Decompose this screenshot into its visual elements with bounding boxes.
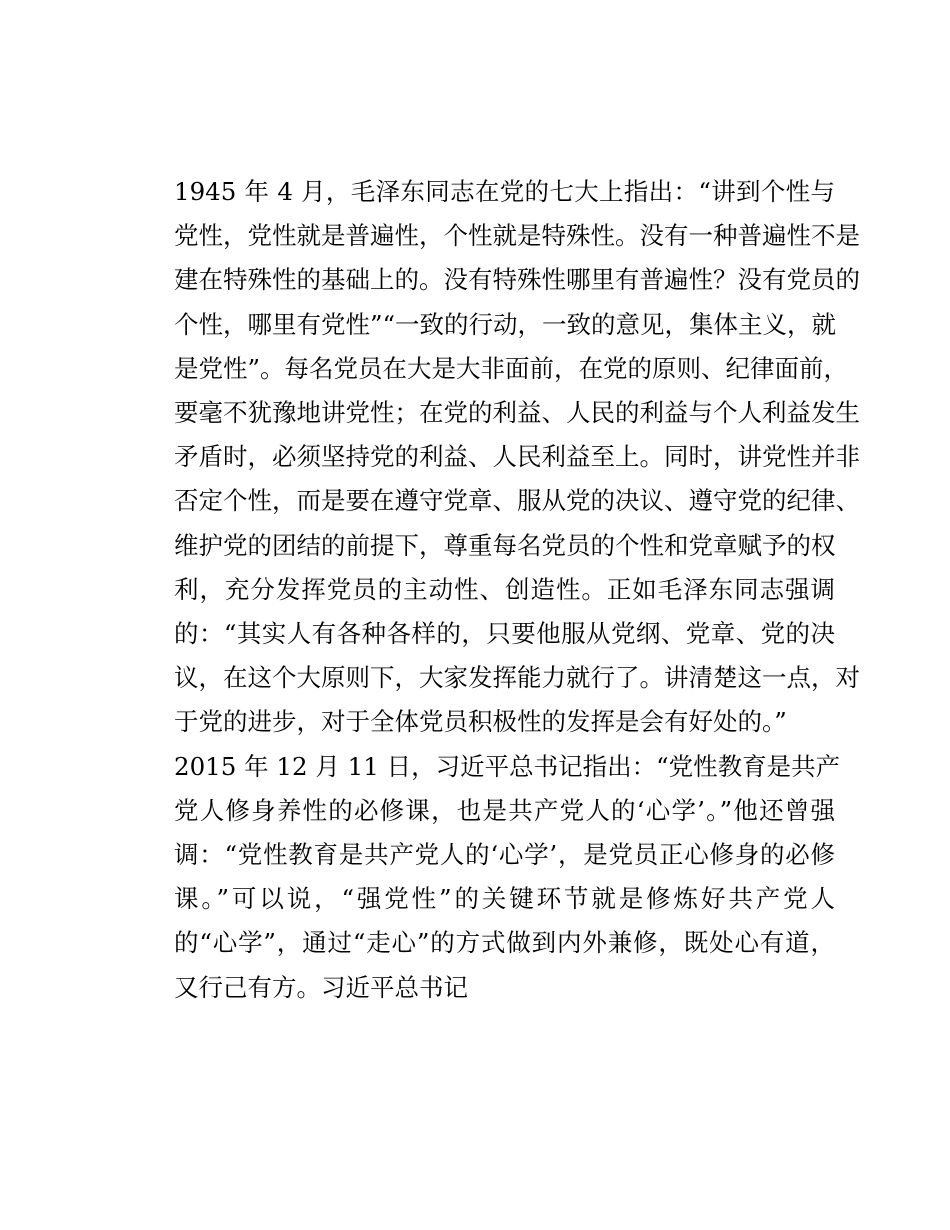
text-line: 个性，哪里有党性”“一致的行动，一致的意见，集体主义，就 xyxy=(174,309,837,339)
text-line: 调：“党性教育是共产党人的‘心学’，是党员正心修身的必修 xyxy=(174,840,835,870)
text-line: 维护党的团结的前提下，尊重每名党员的个性和党章赋予的权 xyxy=(174,530,836,560)
text-line: 议，在这个大原则下，大家发挥能力就行了。讲清楚这一点，对 xyxy=(174,663,860,693)
text-line: 的：“其实人有各种各样的，只要他服从党纲、党章、党的决 xyxy=(174,619,835,649)
text-line: 于党的进步，对于全体党员积极性的发挥是会有好处的。” xyxy=(174,707,787,737)
document-body xyxy=(125,170,860,1010)
text-line: 建在特殊性的基础上的。没有特殊性哪里有普遍性？没有党员的 xyxy=(174,265,860,295)
paragraph-1 xyxy=(125,170,860,745)
text-line: 课。”可以说，“强党性”的关键环节就是修炼好共产党人 xyxy=(174,884,835,914)
paragraph-2 xyxy=(125,745,841,1010)
text-line: 又行己有方。习近平总书记 xyxy=(174,972,468,1002)
text-line: 是党性”。每名党员在大是大非面前，在党的原则、纪律面前， xyxy=(174,353,849,383)
text-line: 否定个性，而是要在遵守党章、服从党的决议、遵守党的纪律、 xyxy=(174,486,860,516)
text-line: 要毫不犹豫地讲党性；在党的利益、人民的利益与个人利益发生 xyxy=(174,398,860,428)
text-line: 利，充分发挥党员的主动性、创造性。正如毛泽东同志强调 xyxy=(174,574,835,604)
text-line: 2015 年 12 月 11 日，习近平总书记指出：“党性教育是共产 xyxy=(174,751,841,781)
text-line: 的“心学”，通过“走心”的方式做到内外兼修，既处心有道， xyxy=(174,928,835,958)
text-line: 1945 年 4 月，毛泽东同志在党的七大上指出：“讲到个性与 xyxy=(174,177,835,206)
text-line: 党人修身养性的必修课，也是共产党人的‘心学’。”他还曾强 xyxy=(174,795,835,825)
text-line: 党性，党性就是普遍性，个性就是特殊性。没有一种普遍性不是 xyxy=(174,221,860,251)
text-line: 矛盾时，必须坚持党的利益、人民利益至上。同时，讲党性并非 xyxy=(174,442,860,472)
